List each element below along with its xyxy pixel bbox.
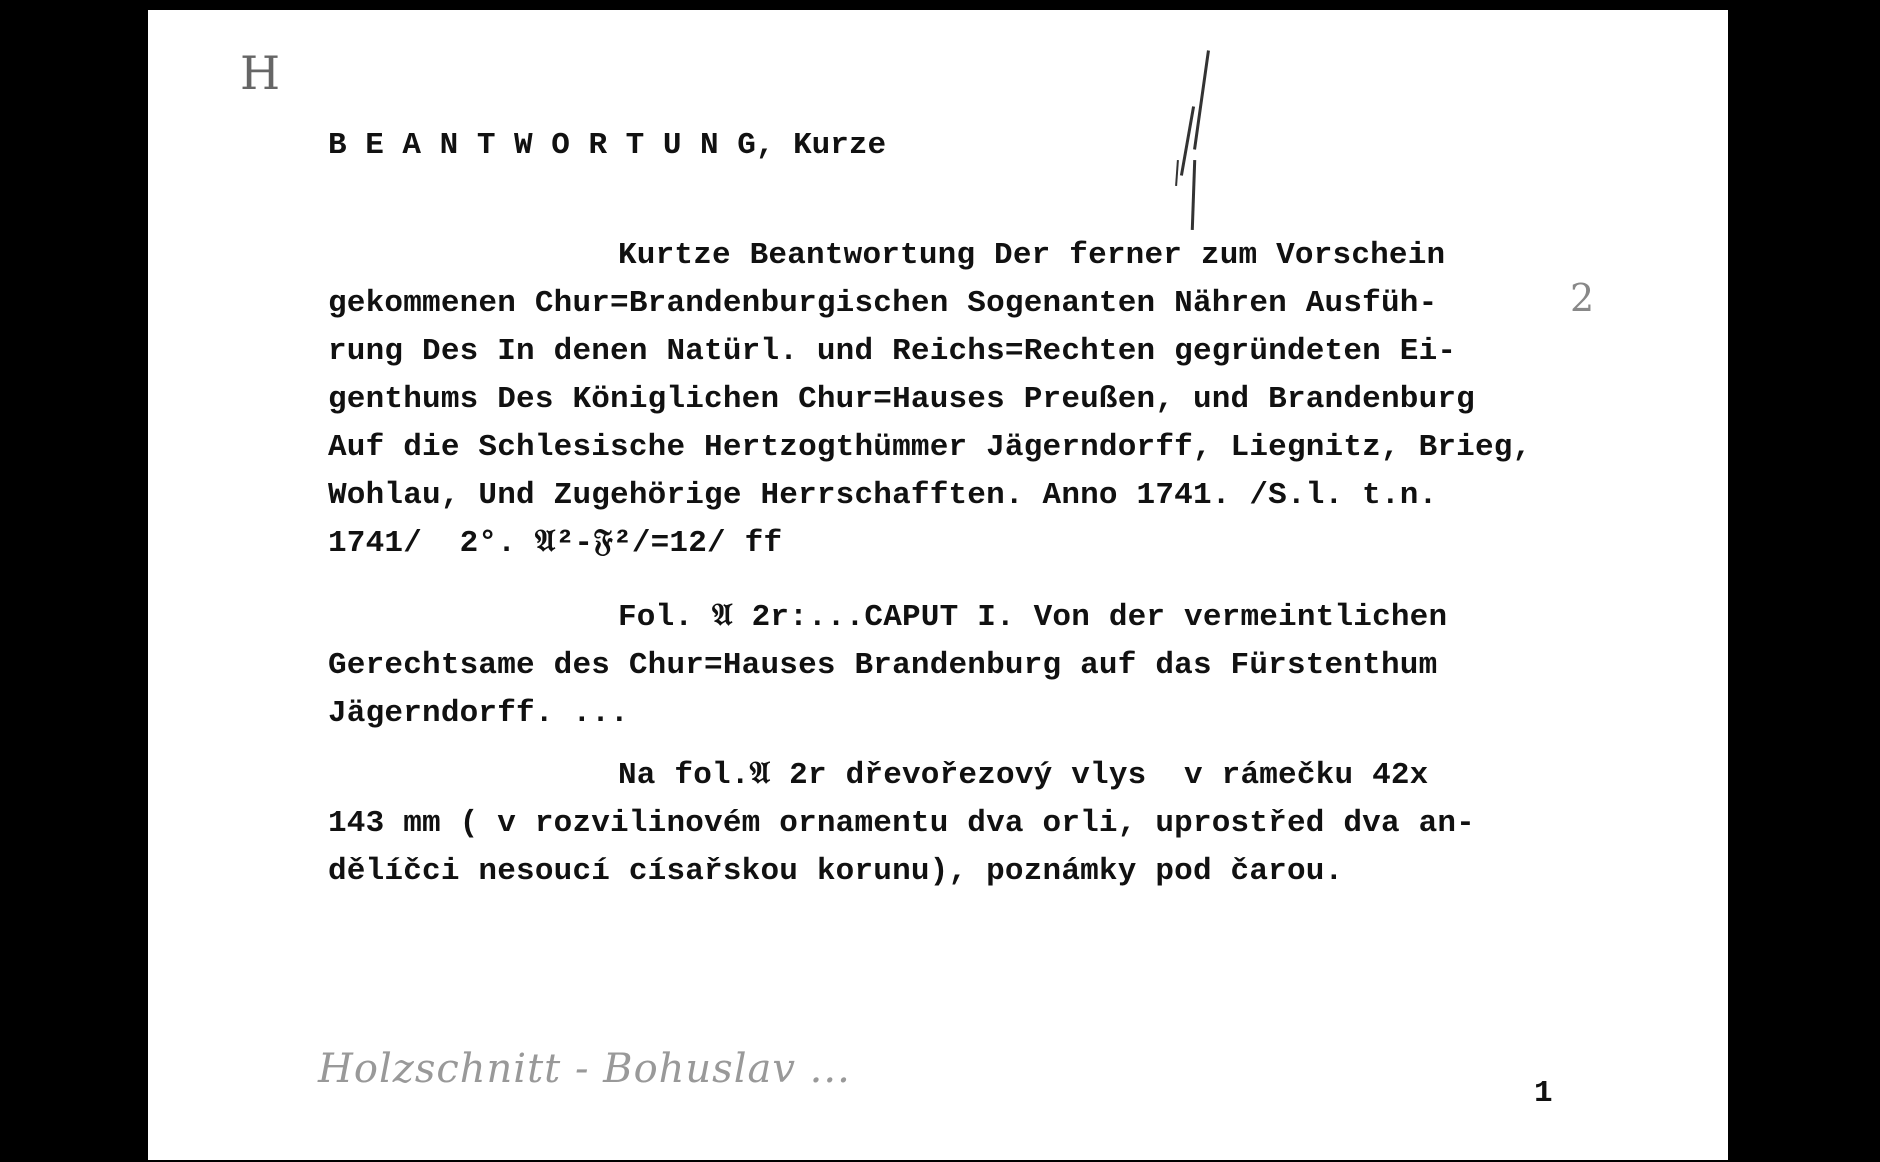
p3-line: 143 mm ( v rozvilinovém ornamentu dva orli, uprostřed dva an- xyxy=(328,806,1475,841)
p2-line: Jägerndorff. ... xyxy=(328,696,629,731)
page-number: 1 xyxy=(1534,1076,1553,1111)
p2-line: Fol. 𝔄 2r:...CAPUT I. Von der vermeintlichen xyxy=(618,600,1448,635)
p2-line: Gerechtsame des Chur=Hauses Brandenburg auf das Fürstenthum xyxy=(328,648,1438,683)
p3-line: Na fol.𝔄 2r dřevořezový vlys v rámečku 42x xyxy=(618,758,1429,793)
p1-line: genthums Des Königlichen Chur=Hauses Preußen, und Brandenburg xyxy=(328,382,1475,417)
p1-line: Wohlau, Und Zugehörige Herrschafften. Anno 1741. /S.l. t.n. xyxy=(328,478,1438,513)
margin-handwritten-mark: 2 xyxy=(1570,276,1595,320)
catalog-card xyxy=(148,10,1728,1160)
p1-line: rung Des In denen Natürl. und Reichs=Rechten gegründeten Ei- xyxy=(328,334,1457,369)
p1-line: gekommenen Chur=Brandenburgischen Sogenanten Nähren Ausfüh- xyxy=(328,286,1438,321)
p1-line: Kurtze Beantwortung Der ferner zum Vorschein xyxy=(618,238,1446,273)
pencil-stroke xyxy=(1193,50,1210,149)
pencil-stroke xyxy=(1191,160,1196,230)
handwritten-note: Holzschnitt - Bohuslav ... xyxy=(318,1046,851,1092)
p3-line: dělíčci nesoucí císařskou korunu), poznámky pod čarou. xyxy=(328,854,1344,889)
p1-line: 1741/ 2°. 𝔄²-𝔉²/=12/ ff xyxy=(328,526,783,561)
p1-line: Auf die Schlesische Hertzogthümmer Jägerndorff, Liegnitz, Brieg, xyxy=(328,430,1532,465)
card-title: B E A N T W O R T U N G, Kurze xyxy=(328,128,887,163)
pencil-stroke xyxy=(1175,160,1179,186)
corner-handwritten-mark: H xyxy=(240,46,281,100)
